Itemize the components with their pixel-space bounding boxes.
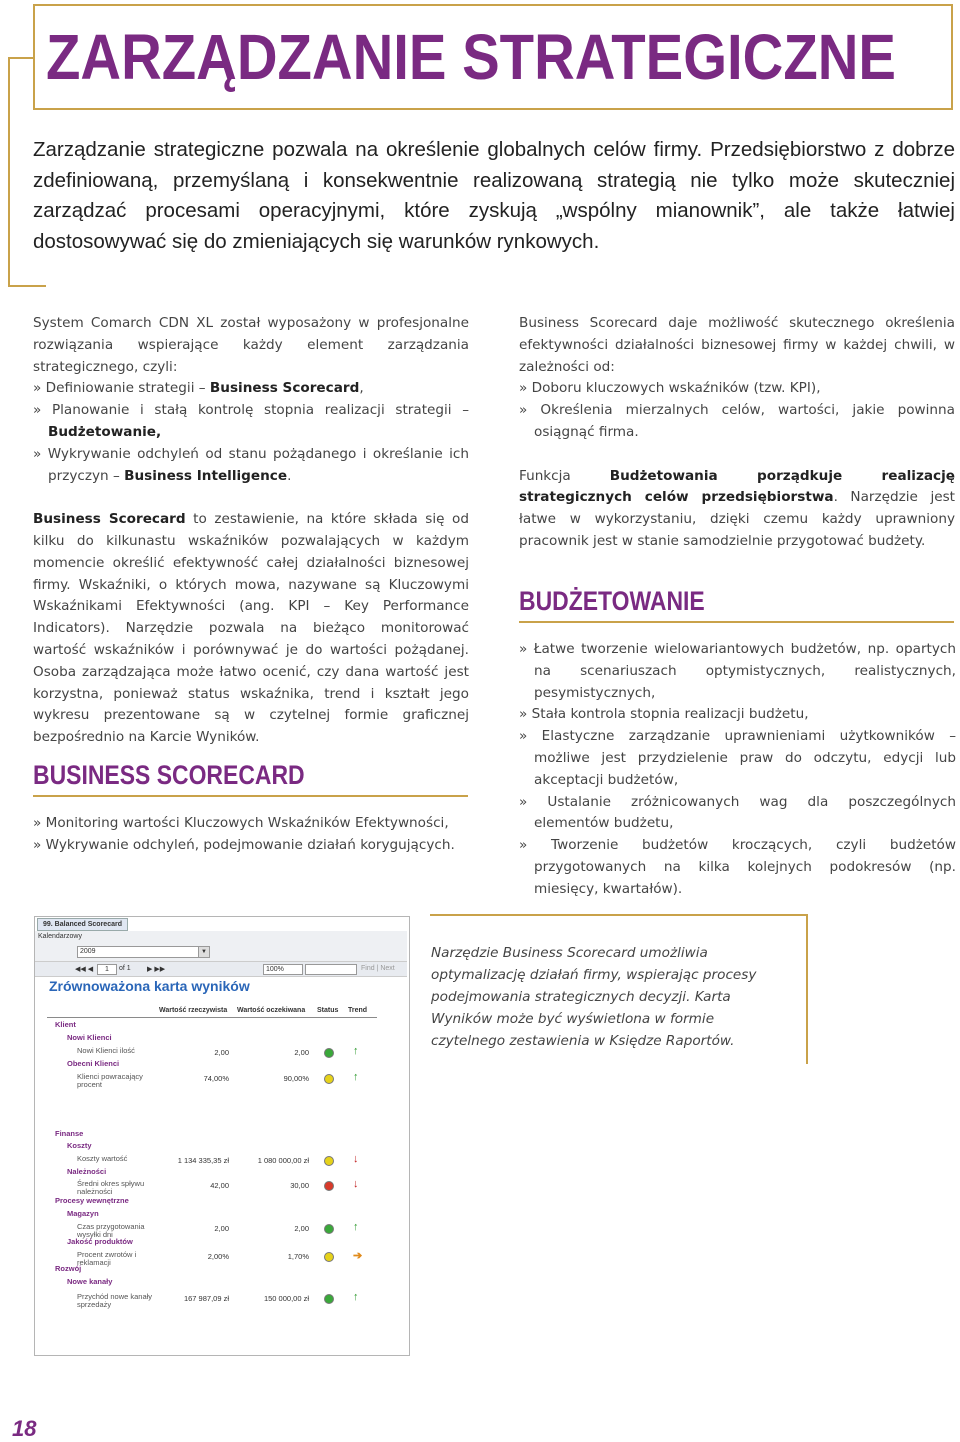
row-expected: 150 000,00 zł	[263, 1294, 309, 1303]
calendar-label: Kalendarzowy	[38, 933, 82, 940]
scorecard-row	[35, 1291, 407, 1309]
budget-paragraph: Funkcja Budżetowania porządkuje realizację strategicznych celów przedsiębiorstwa. Narzędzie jest łatwe w wykorzystaniu, dzięki czemu każdy uprawniony pracownik jest w stanie samodzielnie przygotować budżety.	[519, 467, 955, 549]
row-label: Koszty	[67, 1141, 92, 1150]
scorecard-row	[35, 1250, 407, 1267]
header-status: Status	[317, 1007, 339, 1014]
next-page-icon[interactable]: ▶ ▶▶	[147, 966, 166, 973]
budget-bullet: » Tworzenie budżetów kroczących, czyli budżetów przygotowanych na kilka kolejnych podokresów (np. miesięcy, kwartałów).	[519, 837, 956, 897]
header-expected: Wartość oczekiwana	[237, 1007, 306, 1014]
left-column	[33, 313, 469, 749]
row-label: Rozwój	[55, 1264, 82, 1273]
row-label: Magazyn	[67, 1209, 99, 1218]
row-expected: 1 080 000,00 zł	[257, 1156, 309, 1165]
scorecard-title: Zrównoważona karta wyników	[49, 978, 250, 994]
page-input[interactable]: 1	[97, 964, 117, 975]
status-dot	[324, 1074, 334, 1084]
header-actual: Wartość rzeczywista	[159, 1007, 228, 1014]
row-label: Klient	[55, 1020, 76, 1029]
row-label: Czas przygotowania wysyłki dni	[77, 1222, 145, 1239]
row-label: Klienci powracający procent	[77, 1072, 143, 1089]
row-label: Średni okres spływu należności	[77, 1179, 145, 1196]
right-item: » Doboru kluczowych wskaźników (tzw. KPI),	[519, 380, 821, 397]
lead-paragraph: Zarządzanie strategiczne pozwala na określenie globalnych celów firmy. Przedsiębiorstwo z dobrze zdefiniowaną, przemyślaną i konsekwentnie realizowaną strategią nie tylko może skuteczniej zarządzać procesami operacyjnymi, które zyskują „wspólny mianownik”, ale także łatwiej dostosowywać się do zmieniających się warunków rynkowych.	[33, 138, 955, 253]
frame-line	[8, 57, 33, 59]
row-label: Procent zwrotów i reklamacji	[77, 1250, 137, 1267]
frame-line	[8, 57, 10, 287]
row-label: Nowi Klienci ilość	[77, 1046, 135, 1055]
scorecard-row	[35, 1060, 407, 1072]
bs-bullet: » Wykrywanie odchyleń, podejmowanie działań korygujących.	[33, 836, 455, 853]
bs-paragraph: Business Scorecard to zestawienie, na które składa się od kilku do kilkunastu wskaźników pozwalających w każdym momencie określić efektywność całej działalności biznesowej firmy. Wskaźniki, o których mowa, nazywane są Kluczowymi Wskaźnikami Efektywności (ang. KPI – Key Performance Indicators). Narzędzie pozwala na bieżąco monitorować wartość wskaźników i porównywać je do wartości pożądanej. Osoba zarządzająca może łatwo ocenić, czy dana wartość jest korzystna, ponieważ status wskaźnika, trend i kształt jego wykresu prezentowane są w czytelnej formie graficznej bezpośrednio na Karcie Wyników.	[33, 511, 469, 746]
status-dot	[324, 1156, 334, 1166]
window-tab[interactable]: 99. Balanced Scorecard	[37, 918, 128, 931]
find-next-link[interactable]: Find | Next	[361, 965, 395, 972]
scorecard-row	[35, 1142, 407, 1154]
scorecard-row	[35, 1071, 407, 1089]
row-actual: 74,00%	[203, 1074, 229, 1083]
frame-line	[8, 285, 46, 287]
trend-arrow-icon: ↑	[353, 1045, 359, 1057]
heading-rule	[519, 621, 954, 623]
scorecard-row	[35, 1238, 407, 1250]
page-title: ZARZĄDZANIE STRATEGICZNE	[46, 21, 896, 93]
header-trend: Trend	[348, 1007, 368, 1014]
scorecard-row	[35, 1155, 407, 1167]
row-label: Należności	[67, 1167, 107, 1176]
row-label: Obecni Klienci	[67, 1059, 120, 1068]
scorecard-row	[35, 1021, 407, 1033]
scorecard-row	[35, 1221, 407, 1239]
budzetowanie-heading: BUDŻETOWANIE	[519, 586, 705, 616]
heading-rule	[33, 795, 468, 797]
row-label: Nowi Klienci	[67, 1033, 112, 1042]
trend-arrow-icon: ↑	[353, 1291, 359, 1303]
status-dot	[324, 1224, 334, 1234]
trend-arrow-icon: ↓	[353, 1178, 359, 1190]
scorecard-row	[35, 1278, 407, 1290]
row-actual: 2,00	[214, 1048, 229, 1057]
page-of: of 1	[119, 965, 131, 972]
bs-bullets	[33, 813, 473, 857]
scorecard-row	[35, 1178, 407, 1196]
left-item: » Planowanie i stałą kontrolę stopnia realizacji strategii – Budżetowanie,	[33, 402, 469, 440]
budget-bullet: » Stała kontrola stopnia realizacji budżetu,	[519, 706, 809, 723]
right-column	[519, 313, 955, 553]
first-page-icon[interactable]: ◀◀ ◀	[75, 966, 94, 973]
scorecard-row	[35, 1265, 407, 1277]
budget-bullet: » Ustalanie zróżnicowanych wag dla poszczególnych elementów budżetu,	[519, 793, 956, 832]
status-dot	[324, 1252, 334, 1262]
left-intro: System Comarch CDN XL został wyposażony w profesjonalne rozwiązania wspierające każdy element zarządzania strategicznego, czyli:	[33, 315, 469, 375]
scorecard-row	[35, 1034, 407, 1046]
row-actual: 167 987,09 zł	[183, 1294, 229, 1303]
year-select[interactable]: 2009	[77, 946, 201, 958]
row-expected: 30,00	[290, 1181, 309, 1190]
figure-caption: Narzędzie Business Scorecard umożliwia optymalizację działań firmy, wspierając procesy podejmowania strategicznych decyzji. Karta Wyników może być wyświetlona w formie czytelnego zestawienia w Księdze Raportów.	[431, 945, 757, 1049]
right-intro: Business Scorecard daje możliwość skutecznego określenia efektywności działalności biznesowej firmy w każdej chwili, w zależności od:	[519, 315, 955, 375]
row-actual: 2,00	[214, 1224, 229, 1233]
business-scorecard-heading: BUSINESS SCORECARD	[33, 760, 305, 790]
find-input[interactable]	[305, 964, 357, 975]
row-actual: 2,00%	[207, 1252, 229, 1261]
page-number: 18	[12, 1416, 37, 1441]
scorecard-row	[35, 1197, 407, 1209]
row-expected: 1,70%	[287, 1252, 309, 1261]
trend-arrow-icon: ↑	[353, 1071, 359, 1083]
row-label: Jakość produktów	[67, 1237, 133, 1246]
budget-bullet: » Elastyczne zarządzanie uprawnieniami użytkowników – możliwe jest przydzielenie praw do odczytu, edycji lub akceptacji budżetów,	[519, 728, 956, 788]
left-item: » Wykrywanie odchyleń od stanu pożądanego i określanie ich przyczyn – Business Intelligence.	[33, 445, 469, 484]
status-dot	[324, 1181, 334, 1191]
budget-bullets	[519, 639, 956, 901]
row-actual: 42,00	[210, 1181, 229, 1190]
row-label: Przychód nowe kanały sprzedaży	[77, 1292, 153, 1309]
scorecard-row	[35, 1047, 407, 1059]
row-expected: 2,00	[294, 1224, 309, 1233]
budget-bullet: » Łatwe tworzenie wielowariantowych budżetów, np. opartych na scenariuszach optymistycznych, realistycznych, pesymistycznych,	[519, 641, 956, 701]
scorecard-header	[47, 1007, 377, 1018]
trend-arrow-icon: ↓	[353, 1153, 359, 1165]
row-label: Koszty wartość	[77, 1154, 128, 1163]
trend-arrow-icon: ➔	[353, 1250, 363, 1262]
zoom-select[interactable]: 100%	[263, 964, 303, 975]
row-expected: 90,00%	[283, 1074, 309, 1083]
row-label: Procesy wewnętrzne	[55, 1196, 129, 1205]
row-expected: 2,00	[294, 1048, 309, 1057]
trend-arrow-icon: ↑	[353, 1221, 359, 1233]
right-item: » Określenia mierzalnych celów, wartości, jakie powinna osiągnąć firma.	[519, 402, 955, 440]
scorecard-row	[35, 1210, 407, 1222]
row-label: Finanse	[55, 1129, 84, 1138]
status-dot	[324, 1294, 334, 1304]
row-label: Nowe kanały	[67, 1277, 113, 1286]
scorecard-screenshot	[34, 916, 410, 1356]
chevron-down-icon[interactable]: ▼	[198, 946, 210, 958]
bs-bullet: » Monitoring wartości Kluczowych Wskaźników Efektywności,	[33, 815, 449, 831]
row-actual: 1 134 335,35 zł	[177, 1156, 229, 1165]
status-dot	[324, 1048, 334, 1058]
left-item: » Definiowanie strategii – Business Scorecard,	[33, 380, 364, 397]
